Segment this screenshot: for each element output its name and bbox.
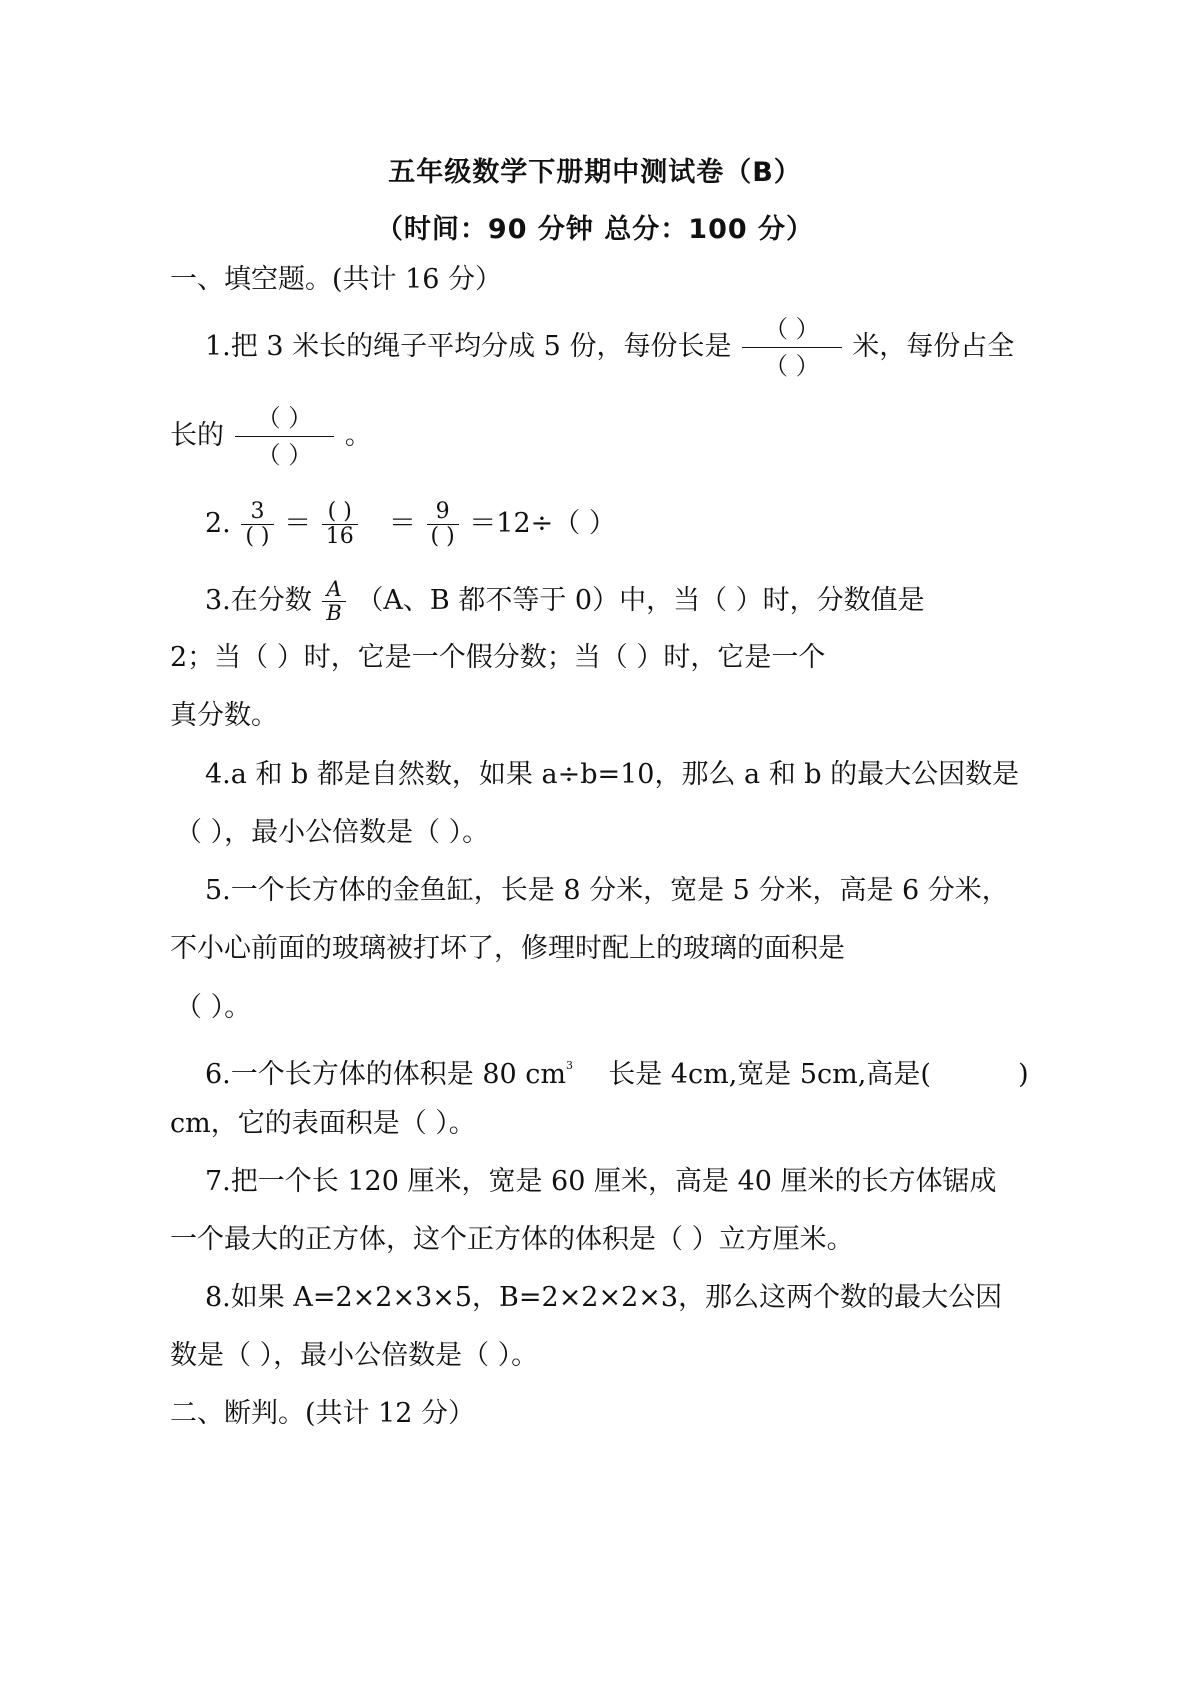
- superscript-cubed: 3: [566, 1059, 574, 1072]
- question-2-fraction-1: [241, 500, 273, 549]
- question-5-line-3[interactable]: （ ）。: [175, 992, 252, 1023]
- blank-denominator: （ ）: [764, 352, 820, 380]
- fraction-numerator[interactable]: ( ): [322, 500, 358, 525]
- question-3-line-2[interactable]: 2；当（ ）时，它是一个假分数；当（ ）时，它是一个: [170, 642, 826, 673]
- question-1-line-2: [170, 405, 372, 468]
- question-2-tail[interactable]: ＝12÷（ ）: [469, 508, 616, 539]
- question-5-line-1: 5.一个长方体的金鱼缸，长是 8 分米，宽是 5 分米，高是 6 分米，: [205, 875, 1009, 906]
- exam-subtitle: （时间：90 分钟 总分：100 分）: [375, 214, 815, 245]
- question-3-line-3: 真分数。: [170, 700, 278, 731]
- fraction-denominator: B: [326, 601, 342, 625]
- question-1-blank-fraction-1[interactable]: [742, 316, 842, 379]
- question-3-text-b[interactable]: （A、B 都不等于 0）中，当（ ）时，分数值是: [356, 585, 925, 616]
- question-6-line-2[interactable]: cm，它的表面积是（ ）。: [170, 1108, 476, 1139]
- question-6-text-c: ): [1018, 1059, 1029, 1090]
- question-4-line-2[interactable]: （ ），最小公倍数是（ ）。: [175, 817, 490, 848]
- question-6-text-a: 6.一个长方体的体积是 80 cm: [205, 1059, 567, 1090]
- section-heading-true-false: 二、断判。(共计 12 分）: [170, 1398, 476, 1429]
- question-8-line-2[interactable]: 数是（ ），最小公倍数是（ ）。: [170, 1340, 539, 1371]
- section-heading-fill-blanks: 一、填空题。(共计 16 分）: [170, 264, 503, 295]
- question-2: [205, 500, 616, 549]
- question-7-line-2[interactable]: 一个最大的正方体，这个正方体的体积是（ ）立方厘米。: [170, 1224, 854, 1255]
- equals-sign: ＝: [284, 508, 312, 539]
- question-8-line-1: 8.如果 A=2×2×3×5，B=2×2×2×3，那么这两个数的最大公因: [205, 1282, 1003, 1313]
- question-2-fraction-3: [427, 500, 459, 549]
- fraction-denominator[interactable]: ( ): [430, 524, 455, 549]
- blank-denominator: （ ）: [256, 441, 313, 469]
- question-2-label: 2.: [205, 508, 231, 539]
- question-4-line-1: 4.a 和 b 都是自然数，如果 a÷b=10，那么 a 和 b 的最大公因数是: [205, 759, 1020, 790]
- exam-title: 五年级数学下册期中测试卷（B）: [388, 157, 802, 188]
- fraction-numerator: 9: [427, 500, 459, 525]
- question-1-text-d: 。: [344, 420, 372, 451]
- equals-sign: ＝: [388, 508, 416, 539]
- blank-numerator: （ ）: [742, 316, 842, 348]
- question-3-text-a: 3.在分数: [205, 585, 312, 616]
- fraction-denominator: 16: [325, 524, 354, 549]
- fraction-numerator: A: [322, 578, 345, 602]
- question-5-line-2: 不小心前面的玻璃被打坏了，修理时配上的玻璃的面积是: [170, 933, 845, 964]
- fraction-numerator: 3: [241, 500, 273, 525]
- question-3-line-1: [205, 578, 925, 625]
- blank-numerator: （ ）: [235, 405, 335, 437]
- question-1-blank-fraction-2[interactable]: [235, 405, 335, 468]
- question-6-text-b[interactable]: 长是 4cm,宽是 5cm,高是(: [608, 1059, 931, 1090]
- question-6-line-1: [205, 1048, 1029, 1093]
- question-1-text-a: 1.把 3 米长的绳子平均分成 5 份，每份长是: [205, 331, 732, 362]
- fraction-denominator[interactable]: ( ): [245, 524, 270, 549]
- question-1-text-b: 米，每份占全: [852, 331, 1015, 362]
- question-2-fraction-2: [322, 500, 358, 549]
- question-1-text-c: 长的: [170, 420, 224, 451]
- question-3-fraction-a-over-b: [322, 578, 345, 625]
- question-7-line-1: 7.把一个长 120 厘米，宽是 60 厘米，高是 40 厘米的长方体锯成: [205, 1166, 997, 1197]
- question-1-line-1: [205, 316, 1014, 379]
